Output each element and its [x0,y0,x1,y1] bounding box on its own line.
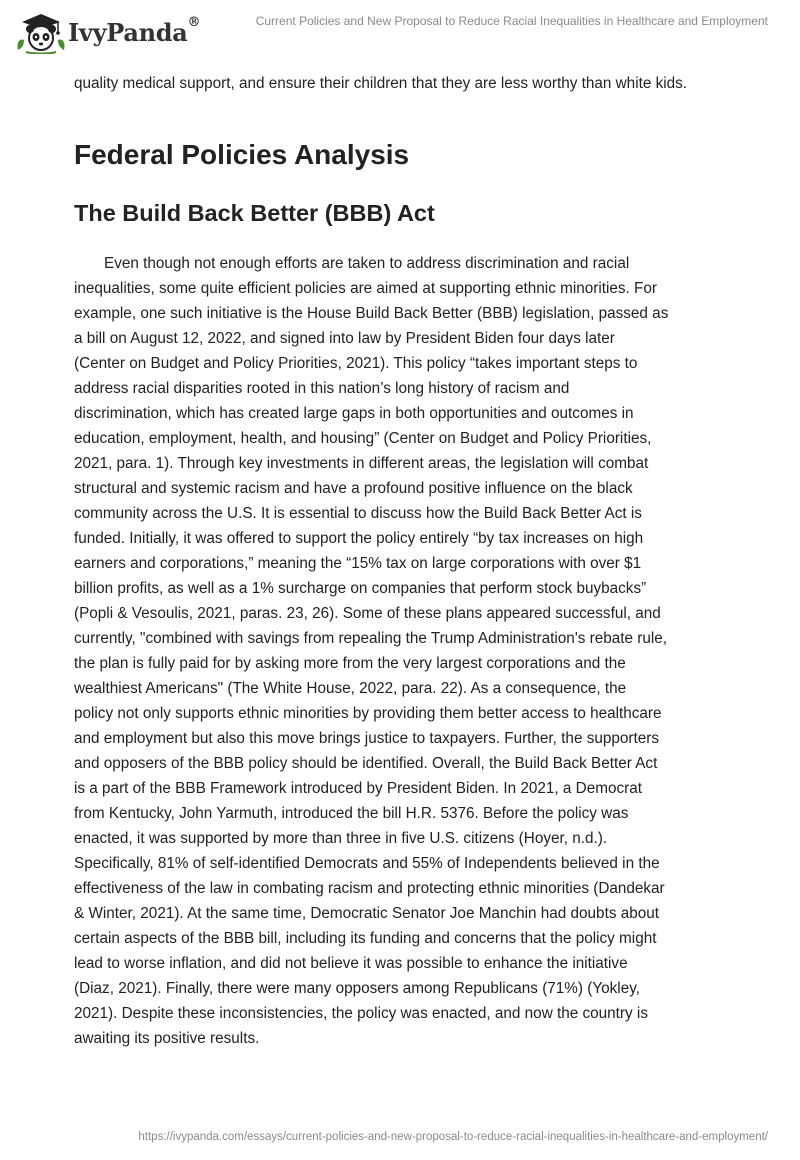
body-paragraph [74,251,724,1051]
paragraph-line: awaiting its positive results. [74,1030,260,1047]
paragraph-line: billion profits, as well as a 1% surcharge on companies that perform stock buybacks” [74,580,647,597]
paragraph-line: inequalities, some quite efficient policies are aimed at supporting ethnic minorities. For [74,280,657,297]
intro-paragraph: quality medical support, and ensure their children that they are less worthy than white kids. [74,75,688,92]
paragraph-line: 2021, para. 1). Through key investments in different areas, the legislation will combat [74,455,649,472]
logo-wordmark [68,15,201,47]
panda-graduate-icon [12,10,70,54]
paragraph-line: community across the U.S. It is essential to discuss how the Build Back Better Act is [74,505,642,522]
paragraph-line: Specifically, 81% of self-identified Democrats and 55% of Independents believed in the [74,855,660,872]
paragraph-line: (Center on Budget and Policy Priorities, 2021). This policy “takes important steps to [74,355,638,372]
paragraph-line: the plan is fully paid for by asking more from the very largest corporations and the [74,655,626,672]
paragraph-line: structural and systemic racism and have a profound positive influence on the black [74,480,633,497]
paragraph-line: (Popli & Vesoulis, 2021, paras. 23, 26). Some of these plans appeared successful, and [74,605,661,622]
paragraph-line: is a part of the BBB Framework introduced by President Biden. In 2021, a Democrat [74,780,642,797]
logo-text: IvyPanda [68,18,188,47]
paragraph-line: certain aspects of the BBB bill, including its funding and concerns that the policy might [74,930,657,947]
paragraph-line: & Winter, 2021). At the same time, Democratic Senator Joe Manchin had doubts about [74,905,659,922]
paragraph-line: education, employment, health, and housing” (Center on Budget and Policy Priorities, [74,430,652,447]
paragraph-line: enacted, it was supported by more than three in five U.S. citizens (Hoyer, n.d.). [74,830,608,847]
paragraph-line: currently, "combined with savings from repealing the Trump Administration's rebate rule, [74,630,668,647]
document-title: Current Policies and New Proposal to Reduce Racial Inequalities in Healthcare and Employment [255,14,768,28]
paragraph-line: from Kentucky, John Yarmuth, introduced the bill H.R. 5376. Before the policy was [74,805,629,822]
paragraph-line: effectiveness of the law in combating racism and protecting ethnic minorities (Dandekar [74,880,665,897]
page-header [0,0,800,64]
registered-mark: ® [187,15,201,30]
section-heading: Federal Policies Analysis [74,139,410,170]
paragraph-line: and opposers of the BBB policy should be identified. Overall, the Build Back Better Act [74,755,658,772]
paragraph-line: discrimination, which has created large gaps in both opportunities and outcomes in [74,405,634,422]
paragraph-line: example, one such initiative is the House Build Back Better (BBB) legislation, passed as [74,305,669,322]
paragraph-line: 2021). Despite these inconsistencies, the policy was enacted, and now the country is [74,1005,648,1022]
ivypanda-logo[interactable] [12,10,201,54]
paragraph-line: funded. Initially, it was offered to support the policy entirely “by tax increases on high [74,530,644,547]
paragraph-line: and employment but also this move brings justice to taxpayers. Further, the supporters [74,730,659,747]
paragraph-line: address racial disparities rooted in this nation’s long history of racism and [74,380,570,397]
paragraph-line: earners and corporations,” meaning the “15% tax on large corporations with over $1 [74,555,642,572]
paragraph-line: policy not only supports ethnic minorities by providing them better access to healthcare [74,705,662,722]
paragraph-line: a bill on August 12, 2022, and signed into law by President Biden four days later [74,330,615,347]
paragraph-line: lead to worse inflation, and did not believe it was possible to enhance the initiative [74,955,628,972]
paragraph-line: wealthiest Americans" (The White House, 2022, para. 22). As a consequence, the [74,680,627,697]
footer-url-link[interactable]: https://ivypanda.com/essays/current-policies-and-new-proposal-to-reduce-racial-inequalities-in-healthcare-and-employment/ [138,1131,768,1143]
paragraph-line: (Diaz, 2021). Finally, there were many opposers among Republicans (71%) (Yokley, [74,980,640,997]
subsection-heading: The Build Back Better (BBB) Act [74,200,435,226]
paragraph-line: Even though not enough efforts are taken to address discrimination and racial [104,255,630,272]
